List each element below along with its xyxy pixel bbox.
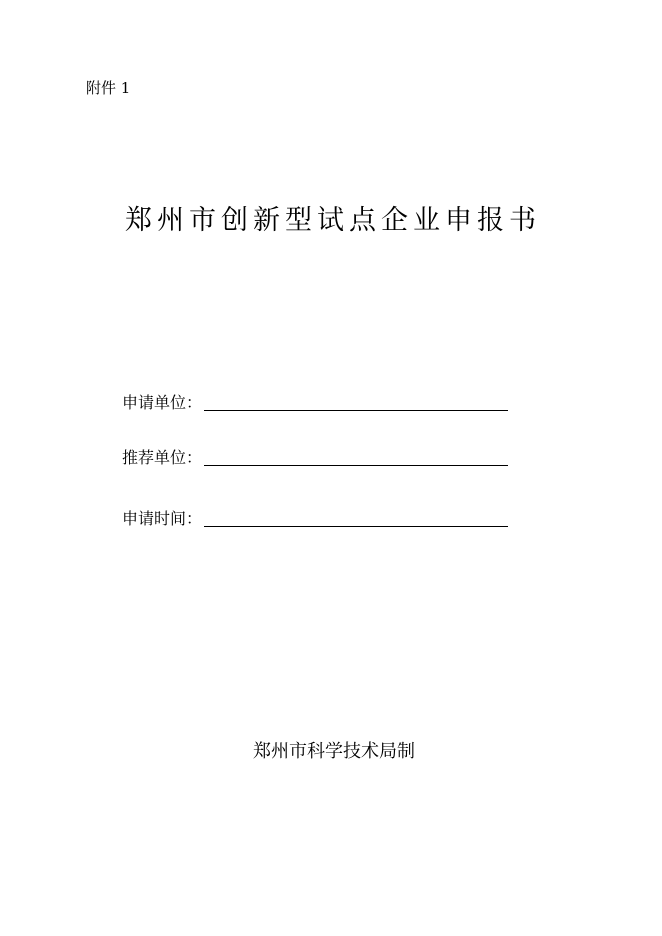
applicant-field <box>122 390 508 414</box>
attachment-label: 附件 1 <box>86 79 131 97</box>
page-title: 郑州市创新型试点企业申报书 <box>125 205 541 236</box>
recommender-field <box>122 445 508 469</box>
recommender-label: 推荐单位： <box>122 448 203 467</box>
issuer-label: 郑州市科学技术局制 <box>253 741 415 762</box>
recommender-input-line[interactable] <box>204 446 508 466</box>
applicant-input-line[interactable] <box>204 391 508 411</box>
applicant-label: 申请单位： <box>122 393 203 412</box>
application-date-input-line[interactable] <box>204 507 508 527</box>
application-date-field <box>122 506 508 530</box>
application-date-label: 申请时间： <box>122 509 203 528</box>
